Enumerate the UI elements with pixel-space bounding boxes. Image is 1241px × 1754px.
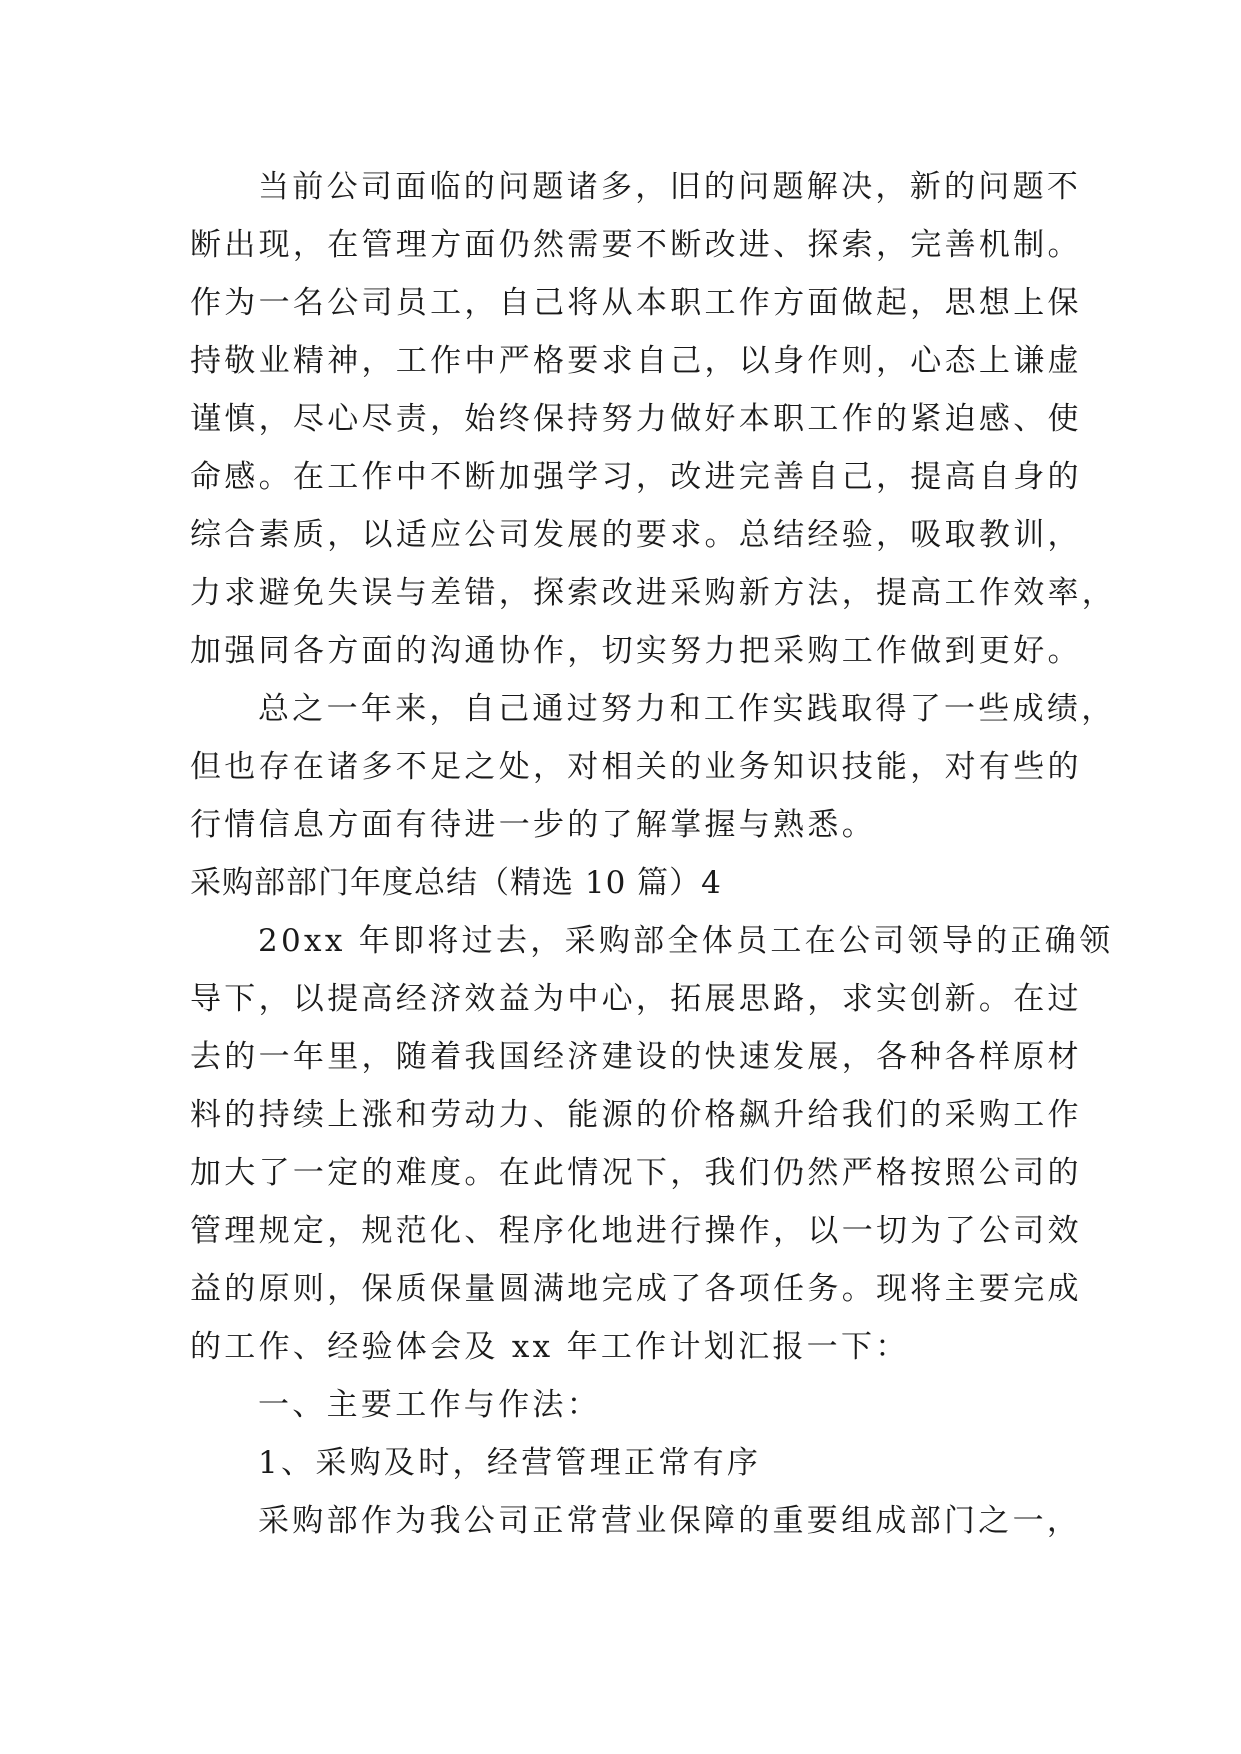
paragraph-line: 去的一年里，随着我国经济建设的快速发展，各种各样原材 [190,1039,1082,1075]
paragraph-line: 料的持续上涨和劳动力、能源的价格飙升给我们的采购工作 [190,1097,1082,1133]
paragraph-line: 但也存在诸多不足之处，对相关的业务知识技能，对有些的 [190,749,1082,785]
paragraph-line: 管理规定，规范化、程序化地进行操作，以一切为了公司效 [190,1213,1082,1249]
paragraph-line: 力求避免失误与差错，探索改进采购新方法，提高工作效率， [190,575,1117,611]
paragraph-line: 采购部作为我公司正常营业保障的重要组成部门之一， [258,1503,1082,1539]
list-item-heading: 1、采购及时，经营管理正常有序 [258,1445,762,1481]
paragraph-line: 谨慎，尽心尽责，始终保持努力做好本职工作的紧迫感、使 [190,401,1082,437]
paragraph-line: 总之一年来，自己通过努力和工作实践取得了一些成绩， [258,691,1116,727]
paragraph-line: 综合素质，以适应公司发展的要求。总结经验，吸取教训， [190,517,1082,553]
paragraph-line: 加强同各方面的沟通协作，切实努力把采购工作做到更好。 [190,633,1082,669]
paragraph-line: 命感。在工作中不断加强学习，改进完善自己，提高自身的 [190,459,1082,495]
paragraph-line: 断出现，在管理方面仍然需要不断改进、探索，完善机制。 [190,227,1082,263]
paragraph-line: 作为一名公司员工，自己将从本职工作方面做起，思想上保 [190,285,1082,321]
list-heading: 一、主要工作与作法： [258,1387,601,1423]
paragraph-line: 行情信息方面有待进一步的了解掌握与熟悉。 [190,807,876,843]
paragraph-line: 导下，以提高经济效益为中心，拓展思路，求实创新。在过 [190,981,1082,1017]
paragraph-line: 持敬业精神，工作中严格要求自己，以身作则，心态上谦虚 [190,343,1082,379]
paragraph-line: 20xx 年即将过去，采购部全体员工在公司领导的正确领 [258,923,1114,959]
paragraph-line: 益的原则，保质保量圆满地完成了各项任务。现将主要完成 [190,1271,1082,1307]
section-heading: 采购部部门年度总结（精选 10 篇）4 [190,865,722,901]
paragraph-line: 当前公司面临的问题诸多，旧的问题解决，新的问题不 [258,169,1082,205]
paragraph-line: 的工作、经验体会及 xx 年工作计划汇报一下： [190,1329,910,1365]
paragraph-line: 加大了一定的难度。在此情况下，我们仍然严格按照公司的 [190,1155,1082,1191]
